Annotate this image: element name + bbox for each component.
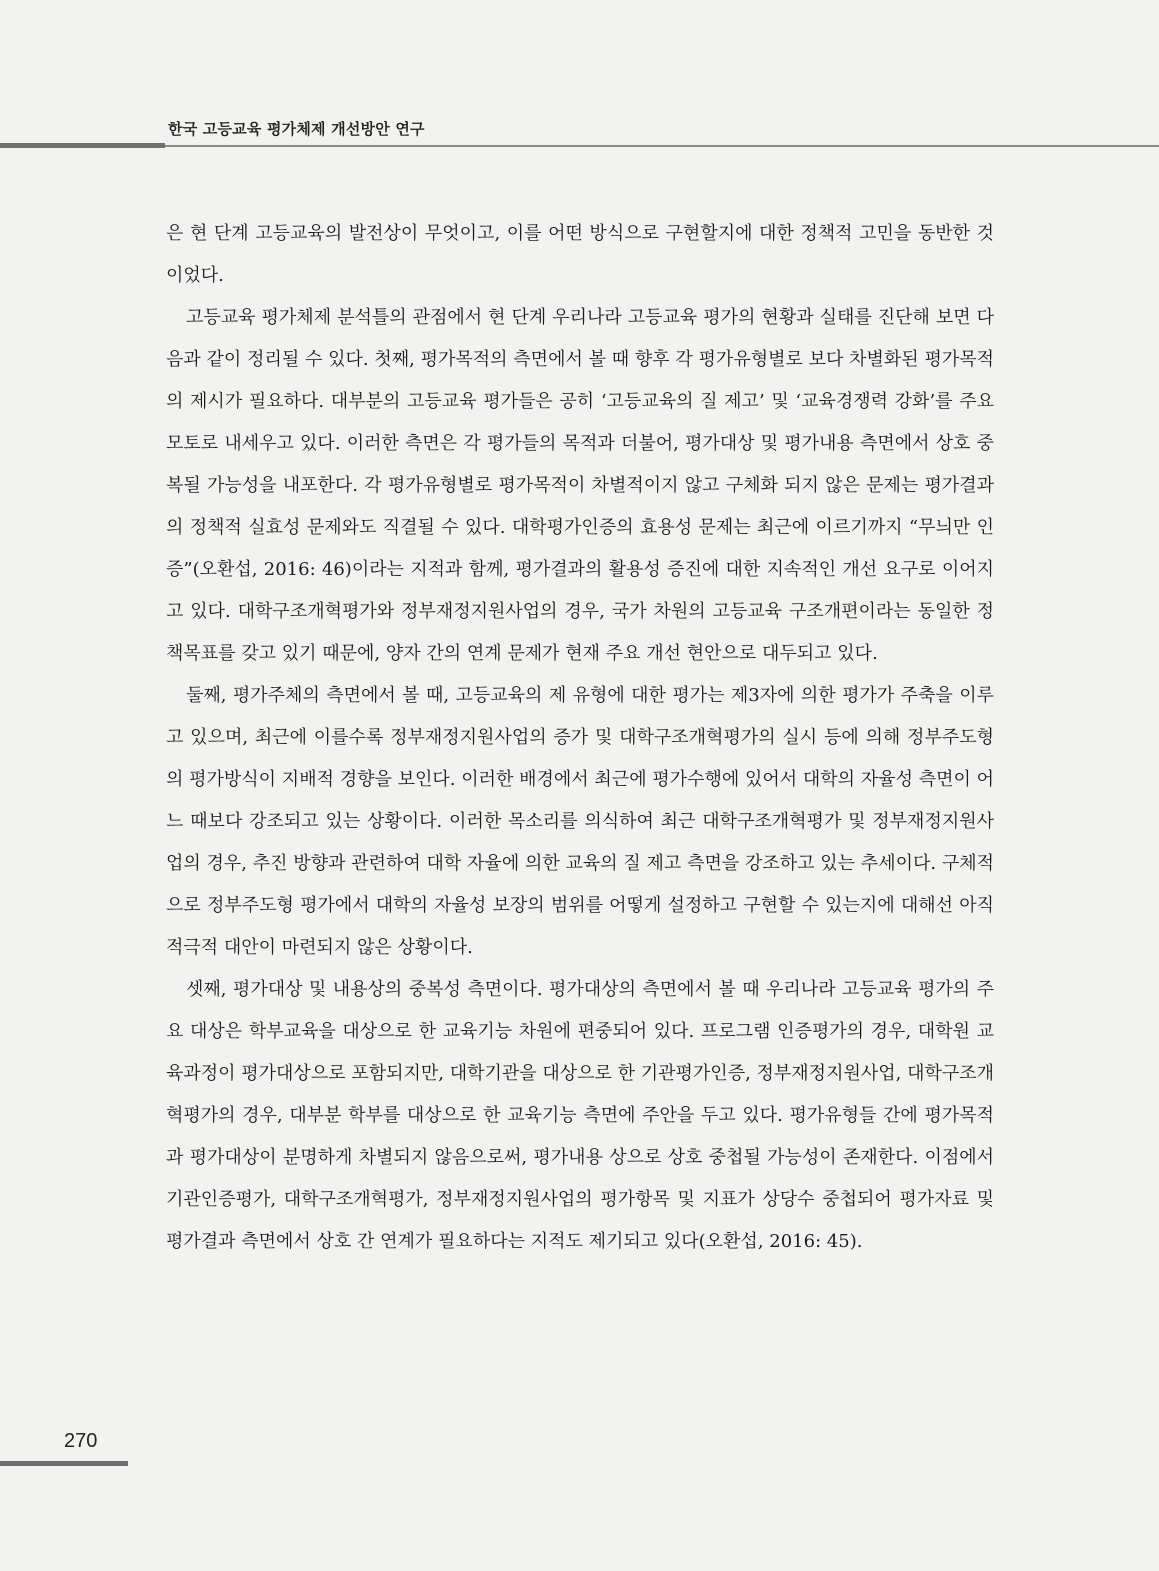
body-text <box>166 213 994 1263</box>
paragraph-continuation: 은 현 단계 고등교육의 발전상이 무엇이고, 이를 어떤 방식으로 구현할지에 대한 정책적 고민을 동반한 것이었다. <box>166 223 994 286</box>
footer-rule <box>0 1461 128 1466</box>
paragraph-analysis-first: 고등교육 평가체제 분석틀의 관점에서 현 단계 우리나라 고등교육 평가의 현황과 실태를 진단해 보면 다음과 같이 정리될 수 있다. 첫째, 평가목적의 측면에서 볼 때 향후 각 평가유형별로 보다 차별화된 평가목적의 제시가 필요하다. 대부분의 고등교육 평가들은 공히 ‘고등교육의 질 제고’ 및 ‘교육경쟁력 강화’를 주요 모토로 내세우고 있다. 이러한 측면은 각 평가들의 목적과 더불어, 평가대상 및 평가내용 측면에서 상호 중복될 가능성을 내포한다. 각 평가유형별로 평가목적이 차별적이지 않고 구체화 되지 않은 문제는 평가결과의 정책적 실효성 문제와도 직결될 수 있다. 대학평가인증의 효용성 문제는 최근에 이르기까지 “무늬만 인증”(오환섭, 2016: 46)이라는 지적과 함께, 평가결과의 활용성 증진에 대한 지속적인 개선 요구로 이어지고 있다. 대학구조개혁평가와 정부재정지원사업의 경우, 국가 차원의 고등교육 구조개편이라는 동일한 정책목표를 갖고 있기 때문에, 양자 간의 연계 문제가 현재 주요 개선 현안으로 대두되고 있다. <box>166 307 994 664</box>
header-rule-accent <box>0 143 165 148</box>
page-number: 270 <box>64 1430 98 1452</box>
header-rule <box>0 145 1159 147</box>
paragraph-analysis-third: 셋째, 평가대상 및 내용상의 중복성 측면이다. 평가대상의 측면에서 볼 때 우리나라 고등교육 평가의 주요 대상은 학부교육을 대상으로 한 교육기능 차원에 편중되어 있다. 프로그램 인증평가의 경우, 대학원 교육과정이 평가대상으로 포함되지만, 대학기관을 대상으로 한 기관평가인증, 정부재정지원사업, 대학구조개혁평가의 경우, 대부분 학부를 대상으로 한 교육기능 측면에 주안을 두고 있다. 평가유형들 간에 평가목적과 평가대상이 분명하게 차별되지 않음으로써, 평가내용 상으로 상호 중첩될 가능성이 존재한다. 이점에서 기관인증평가, 대학구조개혁평가, 정부재정지원사업의 평가항목 및 지표가 상당수 중첩되어 평가자료 및 평가결과 측면에서 상호 간 연계가 필요하다는 지적도 제기되고 있다(오환섭, 2016: 45). <box>166 979 995 1252</box>
paragraph-analysis-second: 둘째, 평가주체의 측면에서 볼 때, 고등교육의 제 유형에 대한 평가는 제3자에 의한 평가가 주축을 이루고 있으며, 최근에 이를수록 정부재정지원사업의 증가 및 대학구조개혁평가의 실시 등에 의해 정부주도형의 평가방식이 지배적 경향을 보인다. 이러한 배경에서 최근에 평가수행에 있어서 대학의 자율성 측면이 어느 때보다 강조되고 있는 상황이다. 이러한 목소리를 의식하여 최근 대학구조개혁평가 및 정부재정지원사업의 경우, 추진 방향과 관련하여 대학 자율에 의한 교육의 질 제고 측면을 강조하고 있는 추세이다. 구체적으로 정부주도형 평가에서 대학의 자율성 보장의 범위를 어떻게 설정하고 구현할 수 있는지에 대해선 아직 적극적 대안이 마련되지 않은 상황이다. <box>166 685 994 958</box>
running-header-title: 한국 고등교육 평가체제 개선방안 연구 <box>168 120 425 138</box>
